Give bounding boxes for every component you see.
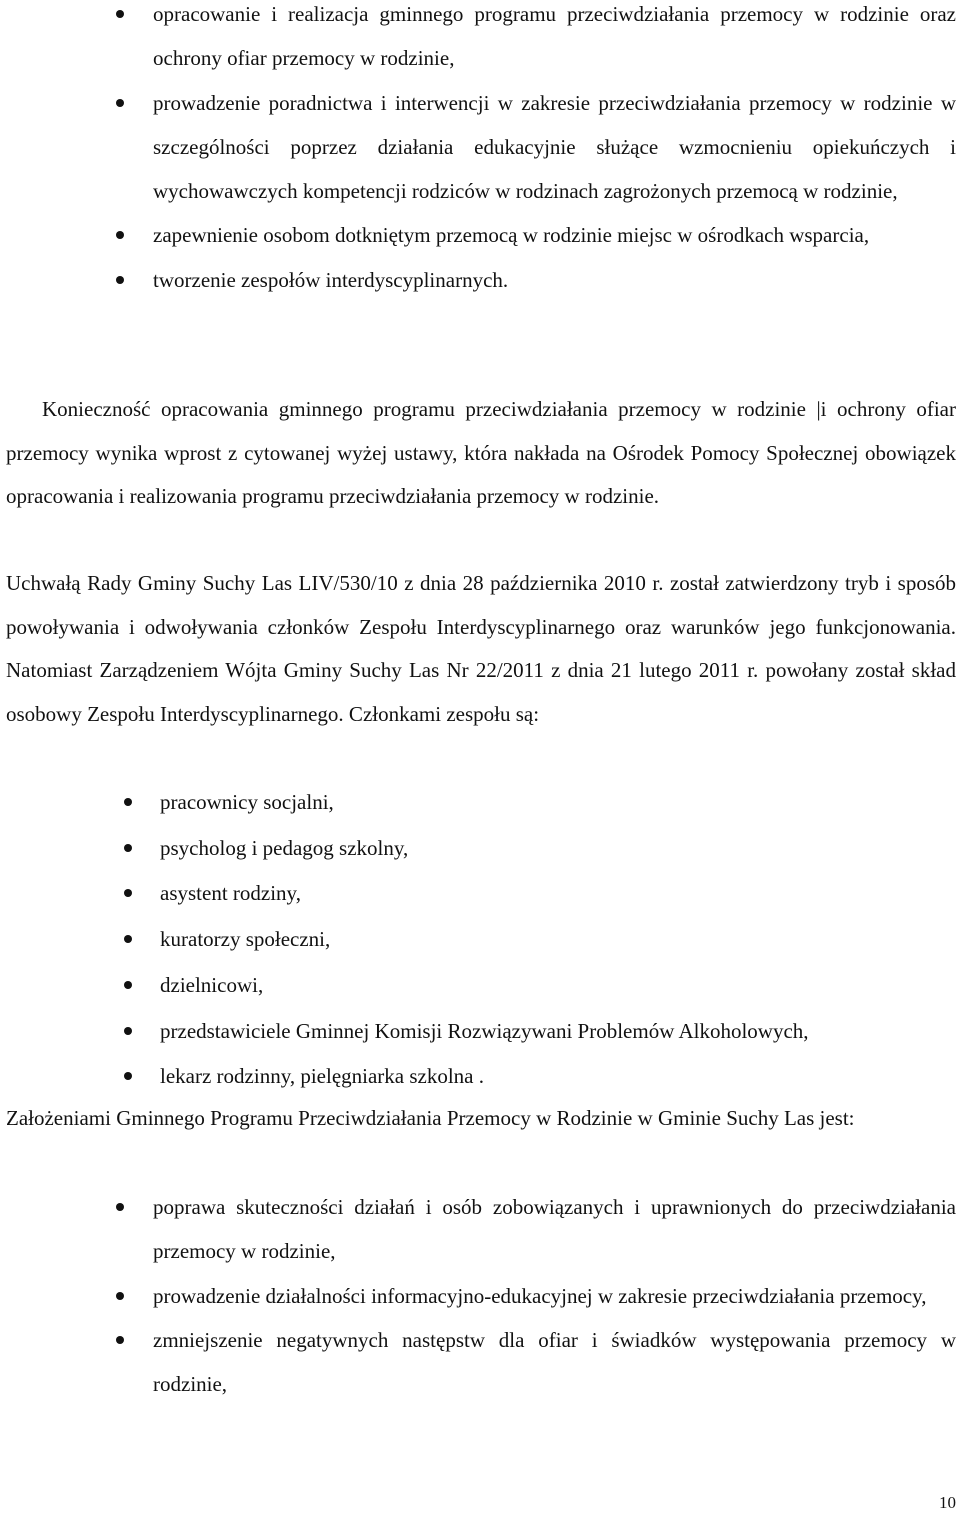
list-item: zapewnienie osobom dotkniętym przemocą w rodzinie miejsc w ośrodkach wsparcia, (153, 213, 956, 257)
paragraph-necessity: Konieczność opracowania gminnego programu przeciwdziałania przemocy w rodzinie |i ochrony ofiar przemocy wynika wprost z cytowanej wyżej ustawy, która nakłada na Ośrodek Pomocy Społecznej obowiązek opracowania i realizowania programu przeciwdziałania przemocy w rodzinie. (6, 397, 956, 508)
goals-bullet-list (153, 1185, 956, 1406)
members-bullet-list (160, 780, 950, 1100)
list-item: prowadzenie działalności informacyjno-edukacyjnej w zakresie przeciwdziałania przemocy, (153, 1274, 956, 1318)
list-item: dzielnicowi, (160, 963, 950, 1009)
bullet-icon (116, 276, 124, 284)
bullet-icon (124, 1027, 132, 1035)
bullet-icon (116, 10, 124, 18)
list-item: kuratorzy społeczni, (160, 917, 950, 963)
list-item: prowadzenie poradnictwa i interwencji w zakresie przeciwdziałania przemocy w rodzinie w szczególności poprzez działania edukacyjnie służące wzmocnieniu opiekuńczych i wychowawczych kompetencji rodziców w rodzinach zagrożonych przemocą w rodzinie, (153, 81, 956, 214)
page-number: 10 (939, 1493, 956, 1512)
list-item: pracownicy socjalni, (160, 780, 950, 826)
list-item: tworzenie zespołów interdyscyplinarnych. (153, 258, 956, 302)
bullet-icon (124, 798, 132, 806)
list-item: poprawa skuteczności działań i osób zobowiązanych i uprawnionych do przeciwdziałania przemocy w rodzinie, (153, 1185, 956, 1274)
bullet-icon (124, 981, 132, 989)
list-item: lekarz rodzinny, pielęgniarka szkolna . (160, 1054, 950, 1100)
list-item: przedstawiciele Gminnej Komisji Rozwiązywani Problemów Alkoholowych, (160, 1009, 950, 1055)
list-item: asystent rodziny, (160, 871, 950, 917)
intro-bullet-list (153, 0, 956, 302)
list-item: zmniejszenie negatywnych następstw dla ofiar i świadków występowania przemocy w rodzinie, (153, 1318, 956, 1407)
bullet-icon (124, 889, 132, 897)
bullet-icon (116, 1336, 124, 1344)
bullet-icon (116, 1292, 124, 1300)
paragraph-resolution: Uchwałą Rady Gminy Suchy Las LIV/530/10 z dnia 28 października 2010 r. został zatwierdzony tryb i sposób powoływania i odwoływania członków Zespołu Interdyscyplinarnego oraz warunków jego funkcjonowania. Natomiast Zarządzeniem Wójta Gminy Suchy Las Nr 22/2011 z dnia 21 lutego 2011 r. powołany został skład osobowy Zespołu Interdyscyplinarnego. Członkami zespołu są: (6, 571, 956, 727)
bullet-icon (124, 844, 132, 852)
bullet-icon (116, 1203, 124, 1211)
list-item: opracowanie i realizacja gminnego programu przeciwdziałania przemocy w rodzinie oraz ochrony ofiar przemocy w rodzinie, (153, 0, 956, 81)
list-item: psycholog i pedagog szkolny, (160, 826, 950, 872)
paragraph-assumptions: Założeniami Gminnego Programu Przeciwdziałania Przemocy w Rodzinie w Gminie Suchy Las jest: (6, 1106, 855, 1130)
bullet-icon (124, 935, 132, 943)
bullet-icon (116, 231, 124, 239)
bullet-icon (116, 99, 124, 107)
bullet-icon (124, 1072, 132, 1080)
